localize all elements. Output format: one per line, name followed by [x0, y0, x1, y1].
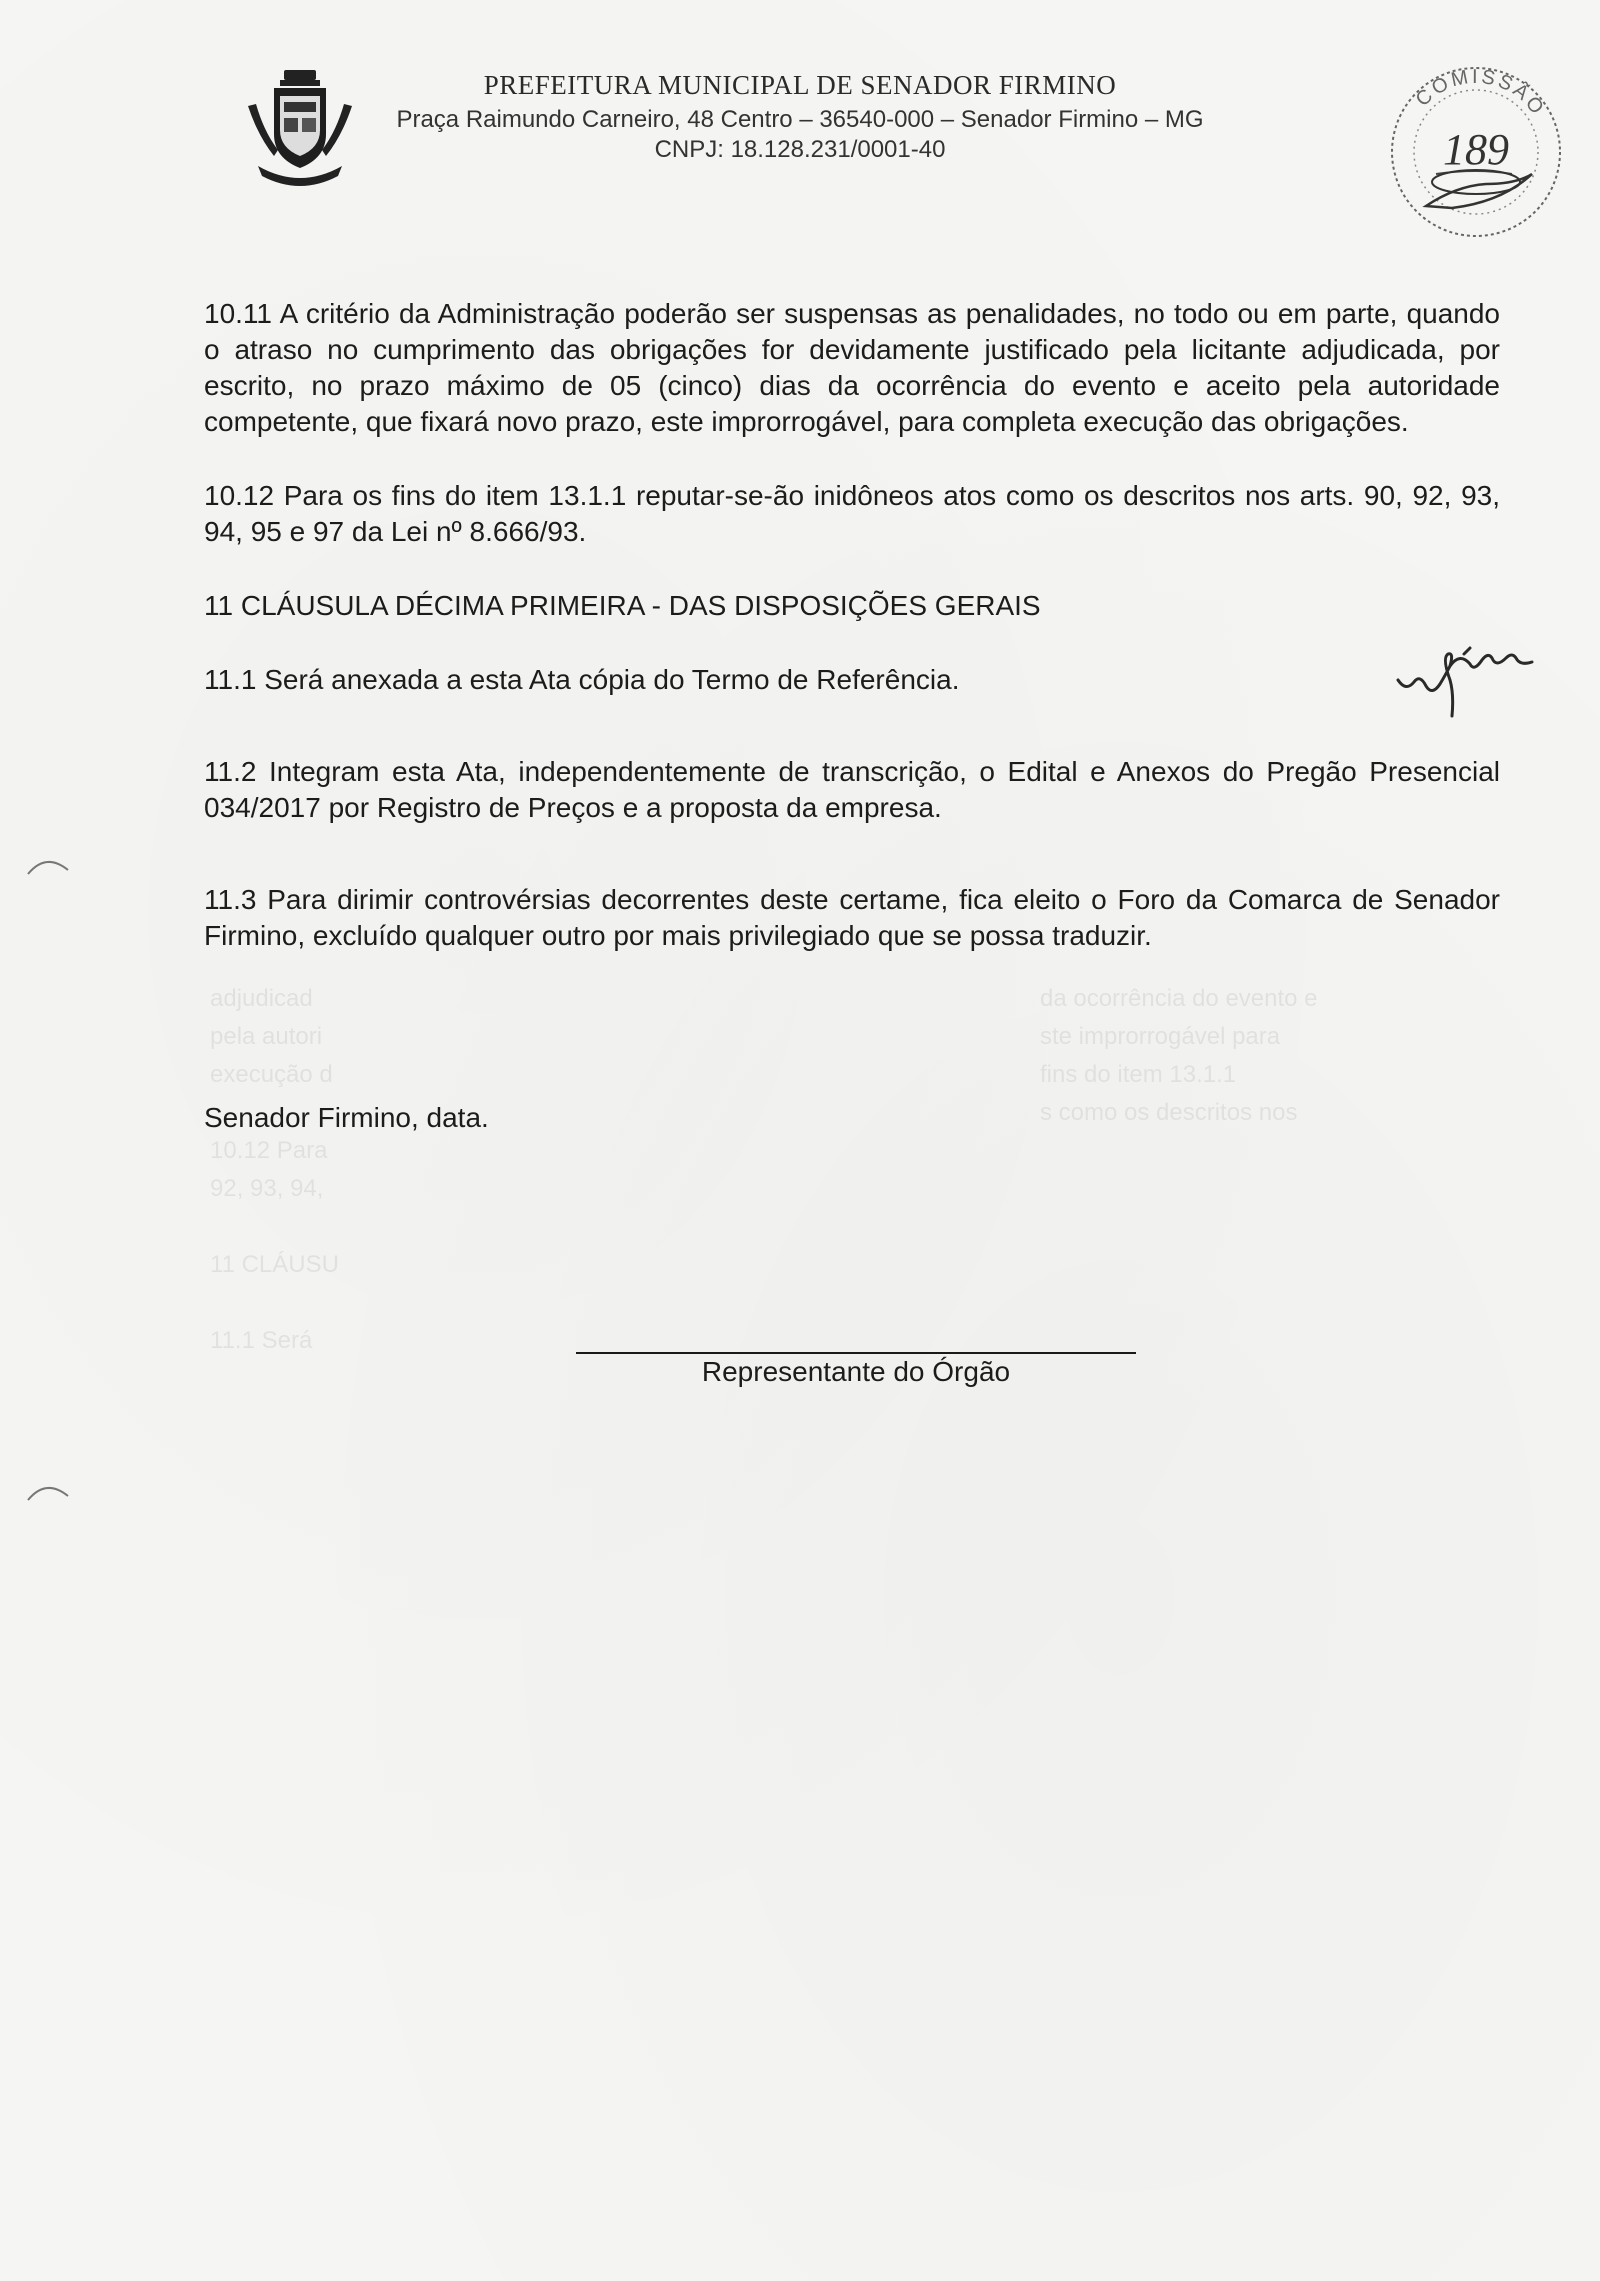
- bleed-through-left: adjudicad pela autori execução d 10.12 Para 92, 93, 94, 11 CLÁUSU 11.1 Será: [210, 985, 339, 1354]
- handwritten-initials: [1390, 620, 1580, 720]
- clause-11-heading: 11 CLÁUSULA DÉCIMA PRIMEIRA - DAS DISPOSIÇÕES GERAIS: [204, 590, 1041, 621]
- place-date: Senador Firmino, data.: [204, 1102, 489, 1133]
- binder-hole-mark-top: [20, 848, 80, 878]
- bleed-through-right: da ocorrência do evento e ste improrrogável para fins do item 13.1.1 s como os descritos nos: [1040, 985, 1318, 1126]
- stamp-arc-text: COMISSÃO: [1411, 65, 1550, 121]
- clause-11-2: 11.2 Integram esta Ata, independentemente de transcrição, o Edital e Anexos do Pregão Presencial 034/2017 por Registro de Preços e a proposta da empresa.: [204, 756, 1500, 823]
- document-body: [204, 296, 1500, 1136]
- svg-text:COMISSÃO: [1412, 66, 1550, 121]
- header-cnpj: CNPJ: 18.128.231/0001-40: [654, 136, 946, 163]
- header-title: PREFEITURA MUNICIPAL DE SENADOR FIRMINO: [483, 70, 1117, 100]
- stamp-number: 189: [1443, 125, 1509, 174]
- clause-10-11: 10.11 A critério da Administração poderão ser suspensas as penalidades, no todo ou em parte, quando o atraso no cumprimento das obrigações for devidamente justificado pela licitante adjudicada, por escrito, no prazo máximo de 05 (cinco) dias da ocorrência do evento e aceito pela autoridade competente, que fixará novo prazo, este improrrogável, para completa execução das obrigações.: [204, 298, 1500, 437]
- commission-stamp: [1378, 56, 1574, 246]
- clause-10-12: 10.12 Para os fins do item 13.1.1 reputar-se-ão inidôneos atos como os descritos nos arts. 90, 92, 93, 94, 95 e 97 da Lei nº 8.666/93.: [204, 480, 1500, 547]
- header-address: Praça Raimundo Carneiro, 48 Centro – 36540-000 – Senador Firmino – MG: [396, 106, 1204, 133]
- clause-11-1: 11.1 Será anexada a esta Ata cópia do Termo de Referência.: [204, 664, 960, 695]
- signature-line: [576, 1352, 1136, 1354]
- signature-label: Representante do Órgão: [701, 1356, 1011, 1387]
- clause-11-3: 11.3 Para dirimir controvérsias decorrentes deste certame, fica eleito o Foro da Comarca de Senador Firmino, excluído qualquer outro por mais privilegiado que se possa traduzir.: [204, 884, 1500, 951]
- binder-hole-mark-bottom: [20, 1474, 80, 1504]
